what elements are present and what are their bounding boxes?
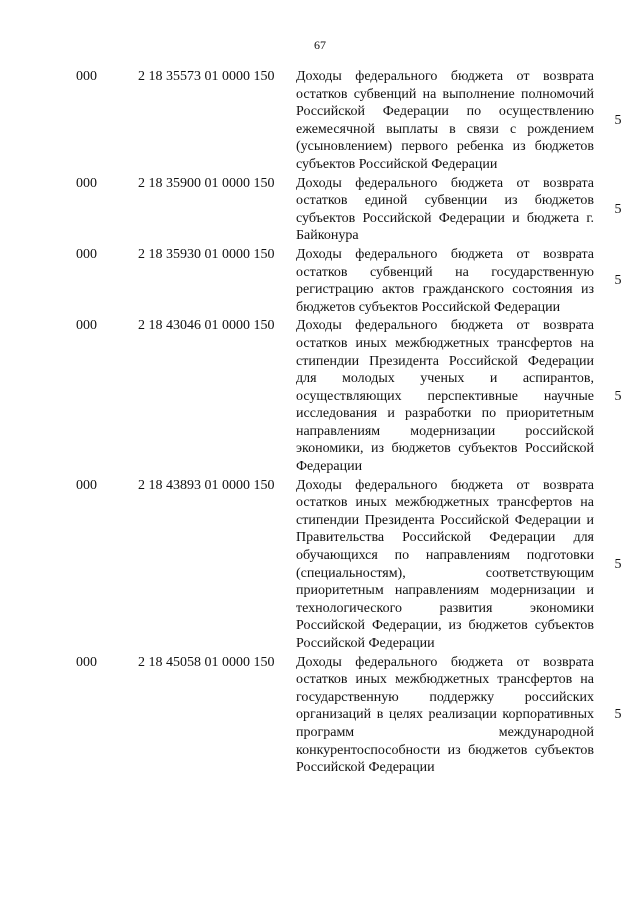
revenue-name: Доходы федерального бюджета от возврата остатков иных межбюджетных трансфертов на стипендии Президента Российской Федерации для молодых ученых и аспирантов, осуществляющих перспективные научные исследования и разработки по приоритетным направлениям модернизации российской экономики, из бюджетов субъектов Российской Федерации bbox=[296, 318, 594, 475]
admin-code: 000 bbox=[76, 69, 97, 84]
admin-code: 000 bbox=[76, 246, 97, 262]
budget-classification-code: 2 18 35930 01 0000 150 bbox=[138, 246, 275, 262]
revenue-name: Доходы федерального бюджета от возврата остатков иных межбюджетных трансфертов на стипендии Президента Российской Федерации и Правительства Российской Федерации для обучающихся по направлениям подготовки (специальностям), соответствующим приоритетным направлениям модернизации и технологического развития экономики Российской Федерации, из бюджетов субъектов Российской Федерации bbox=[296, 477, 594, 651]
budget-classification-code: 2 18 43046 01 0000 150 bbox=[138, 318, 275, 334]
admin-code: 000 bbox=[76, 175, 97, 191]
norm-value: 5 bbox=[614, 556, 622, 572]
admin-code: 000 bbox=[76, 654, 97, 670]
norm-value: 5 bbox=[614, 273, 622, 289]
table-row bbox=[0, 654, 640, 777]
norm-value: 5 bbox=[614, 112, 622, 128]
budget-classification-code: 2 18 43893 01 0000 150 bbox=[138, 477, 275, 493]
table-row bbox=[0, 68, 640, 174]
admin-code: 000 bbox=[76, 477, 97, 493]
norm-value: 5 bbox=[614, 388, 622, 404]
norm-value: 5 bbox=[614, 707, 622, 723]
table-row bbox=[0, 175, 640, 245]
revenue-name: Доходы федерального бюджета от возврата остатков единой субвенции из бюджетов субъектов Российской Федерации и бюджета г. Байконура bbox=[296, 175, 594, 244]
revenue-name: Доходы федерального бюджета от возврата остатков субвенций на государственную регистрацию актов гражданского состояния из бюджетов субъектов Российской Федерации bbox=[296, 246, 594, 315]
norm-value: 5 bbox=[614, 201, 622, 217]
revenue-name: Доходы федерального бюджета от возврата остатков субвенций на выполнение полномочий Российской Федерации по осуществлению ежемесячной выплаты в связи с рождением (усыновлением) первого ребенка из бюджетов субъектов Российской Федерации bbox=[296, 69, 594, 172]
budget-classification-code: 2 18 45058 01 0000 150 bbox=[138, 654, 275, 670]
admin-code: 000 bbox=[76, 318, 97, 334]
budget-classification-code: 2 18 35900 01 0000 150 bbox=[138, 175, 275, 191]
table-row bbox=[0, 317, 640, 475]
budget-classification-code: 2 18 35573 01 0000 150 bbox=[138, 69, 275, 84]
table-row bbox=[0, 246, 640, 316]
table-row bbox=[0, 477, 640, 653]
revenue-name: Доходы федерального бюджета от возврата остатков иных межбюджетных трансфертов на государственную поддержку российских организаций в целях реализации корпоративных программ международной конкурентоспособности из бюджетов субъектов Российской Федерации bbox=[296, 654, 594, 776]
revenue-table bbox=[0, 68, 640, 777]
page-number: 67 bbox=[314, 38, 326, 52]
